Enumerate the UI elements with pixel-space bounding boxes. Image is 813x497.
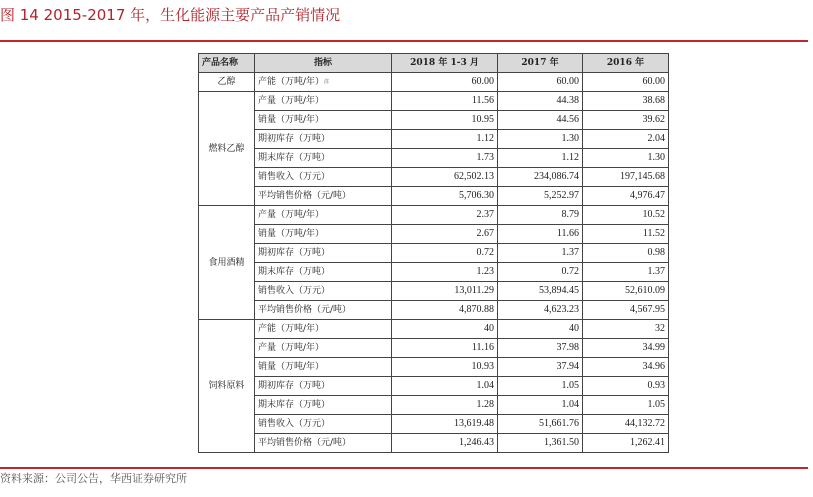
value-cell: 1.37 (583, 263, 669, 282)
value-cell: 1,262.41 (583, 434, 669, 453)
value-cell: 11.66 (498, 225, 583, 244)
value-cell: 0.98 (583, 244, 669, 263)
product-name-cell: 食用酒精 (199, 206, 255, 320)
indicator-cell (255, 187, 392, 206)
indicator-cell (255, 111, 392, 130)
indicator-label: 期末库存（万吨） (258, 267, 331, 277)
indicator-cell (255, 358, 392, 377)
value-cell: 62,502.13 (392, 168, 498, 187)
indicator-label: 期末库存（万吨） (258, 400, 331, 410)
value-cell: 0.72 (392, 244, 498, 263)
value-cell: 2.67 (392, 225, 498, 244)
indicator-label: 销量（万吨/年） (258, 362, 325, 372)
value-cell: 1.12 (392, 130, 498, 149)
indicator-cell (255, 339, 392, 358)
value-cell: 44.38 (498, 92, 583, 111)
indicator-label: 平均销售价格（元/吨） (258, 191, 352, 201)
table-row (199, 377, 669, 396)
table-row (199, 130, 669, 149)
value-cell: 11.56 (392, 92, 498, 111)
value-cell: 1.28 (392, 396, 498, 415)
value-cell: 34.96 (583, 358, 669, 377)
indicator-label: 产量（万吨/年） (258, 96, 325, 106)
indicator-label: 产量（万吨/年） (258, 343, 325, 353)
value-cell: 0.93 (583, 377, 669, 396)
value-cell: 11.52 (583, 225, 669, 244)
value-cell: 37.98 (498, 339, 583, 358)
table-row (199, 415, 669, 434)
indicator-label: 销售收入（万元） (258, 419, 331, 429)
value-cell: 4,567.95 (583, 301, 669, 320)
indicator-label: 产能（万吨/年） (258, 77, 325, 87)
value-cell: 197,145.68 (583, 168, 669, 187)
value-cell: 1,246.43 (392, 434, 498, 453)
indicator-cell (255, 206, 392, 225)
value-cell: 1.05 (498, 377, 583, 396)
value-cell: 4,976.47 (583, 187, 669, 206)
indicator-cell (255, 149, 392, 168)
title-divider (0, 40, 808, 42)
column-header-indicator: 指标 (255, 54, 392, 73)
value-cell: 37.94 (498, 358, 583, 377)
indicator-label: 期初库存（万吨） (258, 134, 331, 144)
value-cell: 1.73 (392, 149, 498, 168)
indicator-cell (255, 415, 392, 434)
indicator-cell (255, 377, 392, 396)
value-cell: 39.62 (583, 111, 669, 130)
indicator-cell (255, 320, 392, 339)
product-name-cell: 饲料原料 (199, 320, 255, 453)
column-header-2016: 2016 年 (583, 54, 669, 73)
indicator-label: 期末库存（万吨） (258, 153, 331, 163)
indicator-cell (255, 396, 392, 415)
indicator-cell (255, 168, 392, 187)
value-cell: 2.04 (583, 130, 669, 149)
indicator-label: 平均销售价格（元/吨） (258, 438, 352, 448)
footer-divider (0, 467, 808, 469)
value-cell: 4,870.88 (392, 301, 498, 320)
value-cell: 60.00 (583, 73, 669, 92)
product-sales-table (198, 53, 669, 453)
indicator-cell (255, 130, 392, 149)
indicator-cell (255, 282, 392, 301)
table-row (199, 225, 669, 244)
value-cell: 52,610.09 (583, 282, 669, 301)
table-row (199, 73, 669, 92)
footnote-marker: 注 (324, 79, 330, 85)
indicator-label: 销量（万吨/年） (258, 229, 325, 239)
value-cell: 0.72 (498, 263, 583, 282)
value-cell: 10.93 (392, 358, 498, 377)
value-cell: 10.95 (392, 111, 498, 130)
value-cell: 34.99 (583, 339, 669, 358)
value-cell: 1.04 (498, 396, 583, 415)
value-cell: 1.05 (583, 396, 669, 415)
value-cell: 60.00 (392, 73, 498, 92)
indicator-cell (255, 73, 392, 92)
table-row (199, 149, 669, 168)
value-cell: 13,011.29 (392, 282, 498, 301)
indicator-cell (255, 92, 392, 111)
value-cell: 5,706.30 (392, 187, 498, 206)
value-cell: 40 (392, 320, 498, 339)
value-cell: 53,894.45 (498, 282, 583, 301)
value-cell: 13,619.48 (392, 415, 498, 434)
value-cell: 1.23 (392, 263, 498, 282)
table-body (199, 73, 669, 453)
value-cell: 4,623.23 (498, 301, 583, 320)
table-row (199, 187, 669, 206)
value-cell: 1.04 (392, 377, 498, 396)
value-cell: 60.00 (498, 73, 583, 92)
indicator-label: 产量（万吨/年） (258, 210, 325, 220)
table-header-row (199, 54, 669, 73)
value-cell: 40 (498, 320, 583, 339)
value-cell: 38.68 (583, 92, 669, 111)
value-cell: 8.79 (498, 206, 583, 225)
table-row (199, 282, 669, 301)
table-row (199, 339, 669, 358)
indicator-label: 产能（万吨/年） (258, 324, 325, 334)
indicator-label: 平均销售价格（元/吨） (258, 305, 352, 315)
table-row (199, 434, 669, 453)
indicator-cell (255, 301, 392, 320)
indicator-label: 期初库存（万吨） (258, 381, 331, 391)
value-cell: 32 (583, 320, 669, 339)
value-cell: 1.37 (498, 244, 583, 263)
value-cell: 1.30 (583, 149, 669, 168)
table-row (199, 92, 669, 111)
value-cell: 1.12 (498, 149, 583, 168)
table-row (199, 263, 669, 282)
table-row (199, 358, 669, 377)
value-cell: 1,361.50 (498, 434, 583, 453)
figure-title: 图 14 2015-2017 年，生化能源主要产品产销情况 (0, 6, 341, 24)
value-cell: 11.16 (392, 339, 498, 358)
table-row (199, 111, 669, 130)
source-note: 资料来源：公司公告，华西证券研究所 (0, 472, 187, 485)
column-header-product: 产品名称 (199, 54, 255, 73)
product-name-cell: 乙醇 (199, 73, 255, 92)
indicator-cell (255, 244, 392, 263)
value-cell: 2.37 (392, 206, 498, 225)
table-row (199, 206, 669, 225)
indicator-cell (255, 263, 392, 282)
value-cell: 10.52 (583, 206, 669, 225)
table-row (199, 396, 669, 415)
value-cell: 44.56 (498, 111, 583, 130)
column-header-2017: 2017 年 (498, 54, 583, 73)
column-header-2018q1: 2018 年 1-3 月 (392, 54, 498, 73)
table-row (199, 301, 669, 320)
value-cell: 51,661.76 (498, 415, 583, 434)
indicator-label: 销售收入（万元） (258, 286, 331, 296)
indicator-label: 销售收入（万元） (258, 172, 331, 182)
indicator-cell (255, 434, 392, 453)
value-cell: 5,252.97 (498, 187, 583, 206)
indicator-label: 期初库存（万吨） (258, 248, 331, 258)
product-name-cell: 燃料乙醇 (199, 92, 255, 206)
indicator-label: 销量（万吨/年） (258, 115, 325, 125)
table-row (199, 320, 669, 339)
value-cell: 1.30 (498, 130, 583, 149)
value-cell: 234,086.74 (498, 168, 583, 187)
table-row (199, 168, 669, 187)
table-row (199, 244, 669, 263)
value-cell: 44,132.72 (583, 415, 669, 434)
indicator-cell (255, 225, 392, 244)
